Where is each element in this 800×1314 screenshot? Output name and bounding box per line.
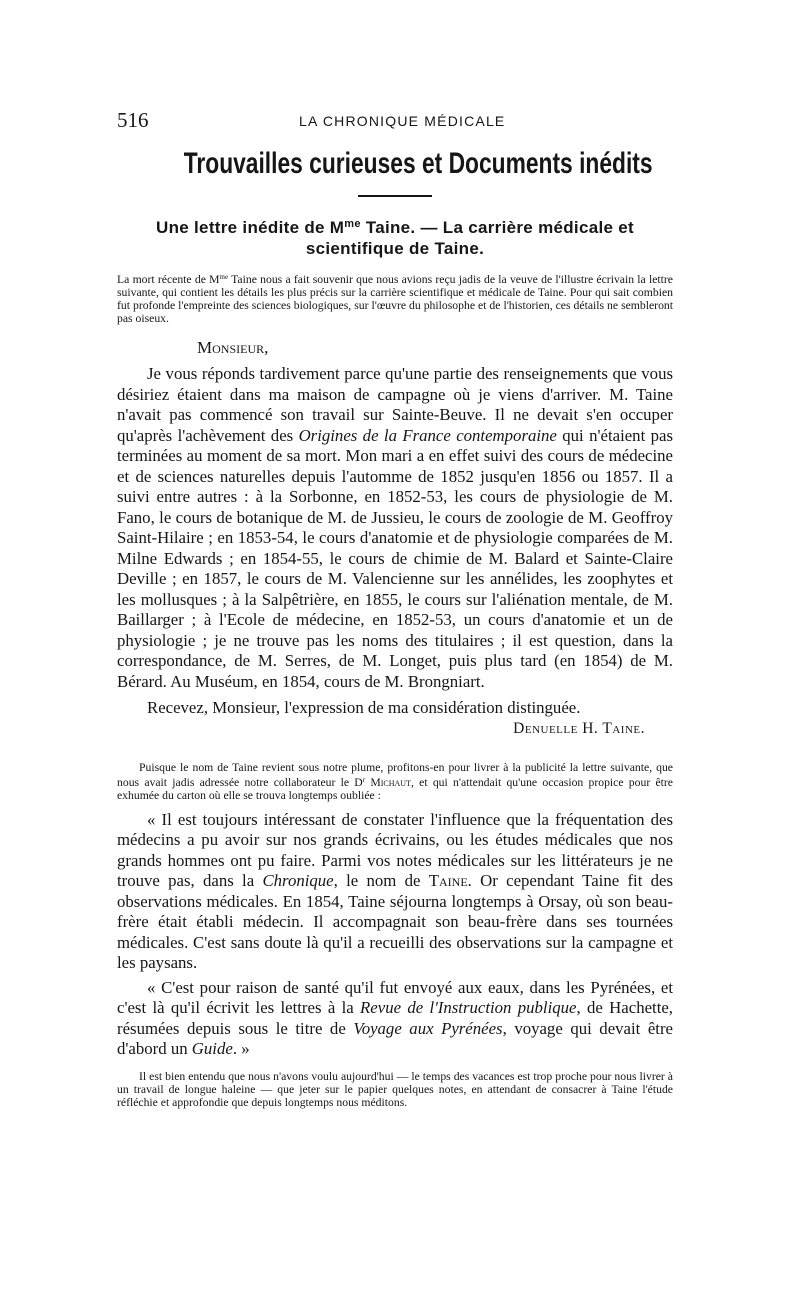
quote1-part2: , le nom de: [333, 871, 429, 890]
article-title: [117, 214, 673, 259]
quote1-part1: « Il est toujours intéressant de constater l'influence que la fréquentation des médecins a pu avoir sur nos grands écrivains, ou les études médicales que nos grands hommes ont pu faire. Parmi vos notes médicales sur les littérateurs je ne trouve pas, dans la: [117, 809, 673, 890]
quote2-italic-3: Guide: [191, 1039, 233, 1058]
editorial-note-name: Michaut: [370, 775, 411, 789]
title-divider: [358, 195, 432, 197]
letter-closing: Recevez, Monsieur, l'expression de ma considération distinguée.: [147, 698, 581, 717]
intro-part2: Taine nous a fait souvenir que nous avions reçu jadis de la veuve de l'illustre écrivain la lettre suivante, qui contient les détails les plus précis sur la carrière scientifique et médicale de Taine. Pour qui sait combien fut profonde l'empreinte des sciences biologiques, sur l'œuvre du philosophe et de l'historien, ces détails ne sembleront pas oiseux.: [117, 273, 673, 325]
quote1-name: Taine: [428, 871, 468, 890]
article-title-superscript: me: [344, 218, 361, 230]
closing-note: Il est bien entendu que nous n'avons voulu aujourd'hui — le temps des vacances est trop proche pour nous livrer à un travail de longue haleine — que jeter sur le papier quelques notes, en attendant de consacrer à Taine l'étude réfléchie et approfondie que depuis longtemps nous méditons.: [117, 1069, 673, 1109]
page-number: 516: [117, 108, 149, 132]
quote2-part4: . »: [232, 1039, 250, 1058]
article-intro: [117, 271, 673, 325]
quote-paragraph-1: [117, 810, 673, 974]
article-title-part1: Une lettre inédite de M: [156, 218, 345, 237]
document-page: [117, 108, 673, 1109]
journal-name: LA CHRONIQUE MÉDICALE: [299, 113, 506, 129]
quote2-italic-1: Revue de l'Instruction publique: [360, 998, 577, 1017]
letter-body-part2: qui n'étaient pas terminées au moment de sa mort. Mon mari a en effet suivi des cours de médecine et de sciences naturelles depuis l'automme de 1852 jusqu'en 1856 ou 1857. Il a suivi entre autres : à la Sorbonne, en 1852-53, les cours de physiologie de M. Fano, le cours de botanique de M. de Jussieu, le cours de zoologie de M. Geoffroy Saint-Hilaire ; en 1853-54, le cours d'anatomie et de physiologie comparées de M. Milne Edwards ; en 1854-55, le cours de chimie de M. Balard et Sainte-Claire Deville ; en 1857, le cours de M. Valencienne sur les annélides, les zoophytes et les mollusques ; à la Salpêtrière, en 1855, le cours sur l'aliénation mentale, de M. Baillarger ; à l'Ecole de médecine, en 1852-53, un cours d'anatomie et un de physiologie ; je ne trouve pas les noms des titulaires ; il est question, dans la correspondance, de M. Serres, de M. Longet, puis plus tard (en 1854) de M. Bérard. Au Muséum, en 1854, cours de M. Brongniart.: [117, 425, 673, 691]
letter-body: [117, 364, 673, 692]
quote2-italic-2: Voyage aux Pyrénées: [353, 1018, 503, 1038]
quote2-part2: , de Hachette, résumées depuis sous le titre de: [117, 998, 673, 1038]
letter-salutation: Monsieur,: [197, 338, 269, 357]
letter-body-book-title: Origines de la France contemporaine: [298, 425, 557, 445]
quote1-italic: Chronique: [262, 871, 334, 890]
quote-paragraph-2: [117, 978, 673, 1060]
article-title-part2: Taine. — La carrière médicale et scientifique de Taine.: [305, 218, 634, 258]
intro-superscript: me: [219, 273, 229, 281]
section-title: Trouvailles curieuses et Documents inédits: [183, 147, 653, 180]
letter-signature: Denuelle H. Taine.: [513, 719, 645, 737]
running-head: [117, 108, 673, 134]
editorial-note-superscript: r: [362, 775, 366, 784]
editorial-note-part1: Puisque le nom de Taine revient sous notre plume, profitons-en pour livrer à la publicité la lettre suivante, que nous avait jadis adressée notre collaborateur le D: [117, 760, 673, 789]
letter-body-part1: Je vous réponds tardivement parce qu'une partie des renseignements que vous désiriez étaient dans ma maison de campagne où je viens d'arriver. M. Taine n'avait pas commencé son travail sur Sainte-Beuve. Il ne devait s'en occuper qu'après l'achèvement des: [117, 364, 673, 445]
intro-part1: La mort récente de M: [117, 273, 220, 286]
quote2-part3: , voyage qui devait être d'abord un: [117, 1018, 673, 1058]
quote1-part3: . Or cependant Taine fit des observations médicales. En 1854, Taine séjourna longtemps à Orsay, où son beau-frère était établi médecin. Il accompagnait son beau-frère dans ses tournées médicales. C'est sans doute là qu'il a recueilli des observations sur la campagne et les paysans.: [117, 871, 674, 972]
editorial-note: [117, 761, 673, 802]
editorial-note-part2: , et qui n'attendait qu'une occasion propice pour être exhumée du carton où elle se trouva longtemps oubliée :: [117, 775, 673, 802]
quote2-part1: « C'est pour raison de santé qu'il fut envoyé aux eaux, dans les Pyrénées, et c'est là qu'il écrivit les lettres à la: [117, 977, 673, 1017]
